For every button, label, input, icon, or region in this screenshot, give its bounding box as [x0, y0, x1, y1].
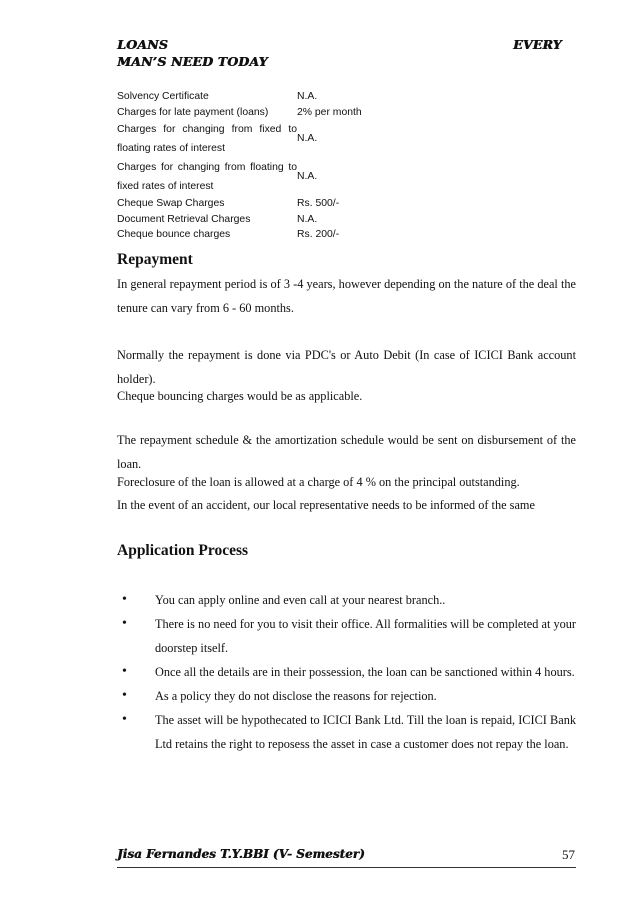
repayment-cheque-bounce: Cheque bouncing charges would be as applicable.	[117, 389, 363, 403]
table-row	[117, 89, 417, 105]
fee-label: Solvency Certificate	[117, 91, 209, 102]
header-title-right: EVERY	[513, 37, 562, 52]
repayment-paragraph-method: Normally the repayment is done via PDC's or Auto Debit (In case of ICICI Bank account holder).	[117, 348, 576, 386]
repayment-paragraph-schedule: The repayment schedule & the amortization schedule would be sent on disbursement of the loan.	[117, 433, 576, 471]
fee-value: Rs. 200/-	[297, 229, 340, 240]
fee-label: Charges for changing from floating to fixed rates of interest	[117, 162, 297, 192]
fee-label: Cheque Swap Charges	[117, 198, 225, 209]
footer-divider	[117, 867, 576, 868]
table-row	[117, 120, 417, 158]
fee-value: N.A.	[297, 133, 318, 145]
footer-author: Jisa Fernandes T.Y.BBI (V- Semester)	[117, 847, 365, 861]
table-row	[117, 212, 417, 228]
repayment-heading: Repayment	[117, 251, 193, 268]
fee-label: Charges for changing from fixed to floating rates of interest	[117, 124, 297, 154]
repayment-paragraph-term: In general repayment period is of 3 -4 years, however depending on the nature of the deal the tenure can vary from 6 - 60 months.	[117, 277, 576, 315]
fee-value: Rs. 500/-	[297, 198, 340, 209]
fee-label: Document Retrieval Charges	[117, 213, 251, 225]
table-row	[117, 105, 417, 121]
fee-value: N.A.	[297, 213, 318, 225]
table-row	[117, 196, 417, 212]
list-item: • Once all the details are in their possession, the loan can be sanctioned within 4 hours.	[117, 660, 576, 684]
application-list	[117, 588, 576, 756]
header-title-left: LOANS	[117, 37, 168, 52]
list-item: • The asset will be hypothecated to ICICI Bank Ltd. Till the loan is repaid, ICICI Bank Ltd retains the right to reposess the asset in case a customer does not repay the loan.	[117, 708, 576, 756]
fee-value: N.A.	[297, 91, 318, 102]
fee-label: Cheque bounce charges	[117, 229, 231, 240]
fee-table	[117, 89, 417, 243]
repayment-accident: In the event of an accident, our local representative needs to be informed of the same	[117, 498, 535, 512]
list-item: • You can apply online and even call at your nearest branch..	[117, 588, 576, 612]
table-row	[117, 227, 417, 243]
header-title-line2: MAN’S NEED TODAY	[117, 54, 268, 69]
list-item: • There is no need for you to visit their office. All formalities will be completed at your doorstep itself.	[117, 612, 576, 660]
table-row	[117, 158, 417, 196]
application-heading: Application Process	[117, 542, 249, 559]
repayment-foreclosure: Foreclosure of the loan is allowed at a charge of 4 % on the principal outstanding.	[117, 475, 520, 489]
page-number: 57	[562, 847, 575, 862]
fee-value: 2% per month	[297, 106, 362, 118]
fee-value: N.A.	[297, 171, 318, 183]
list-item: • As a policy they do not disclose the reasons for rejection.	[117, 684, 576, 708]
fee-label: Charges for late payment (loans)	[117, 106, 269, 118]
